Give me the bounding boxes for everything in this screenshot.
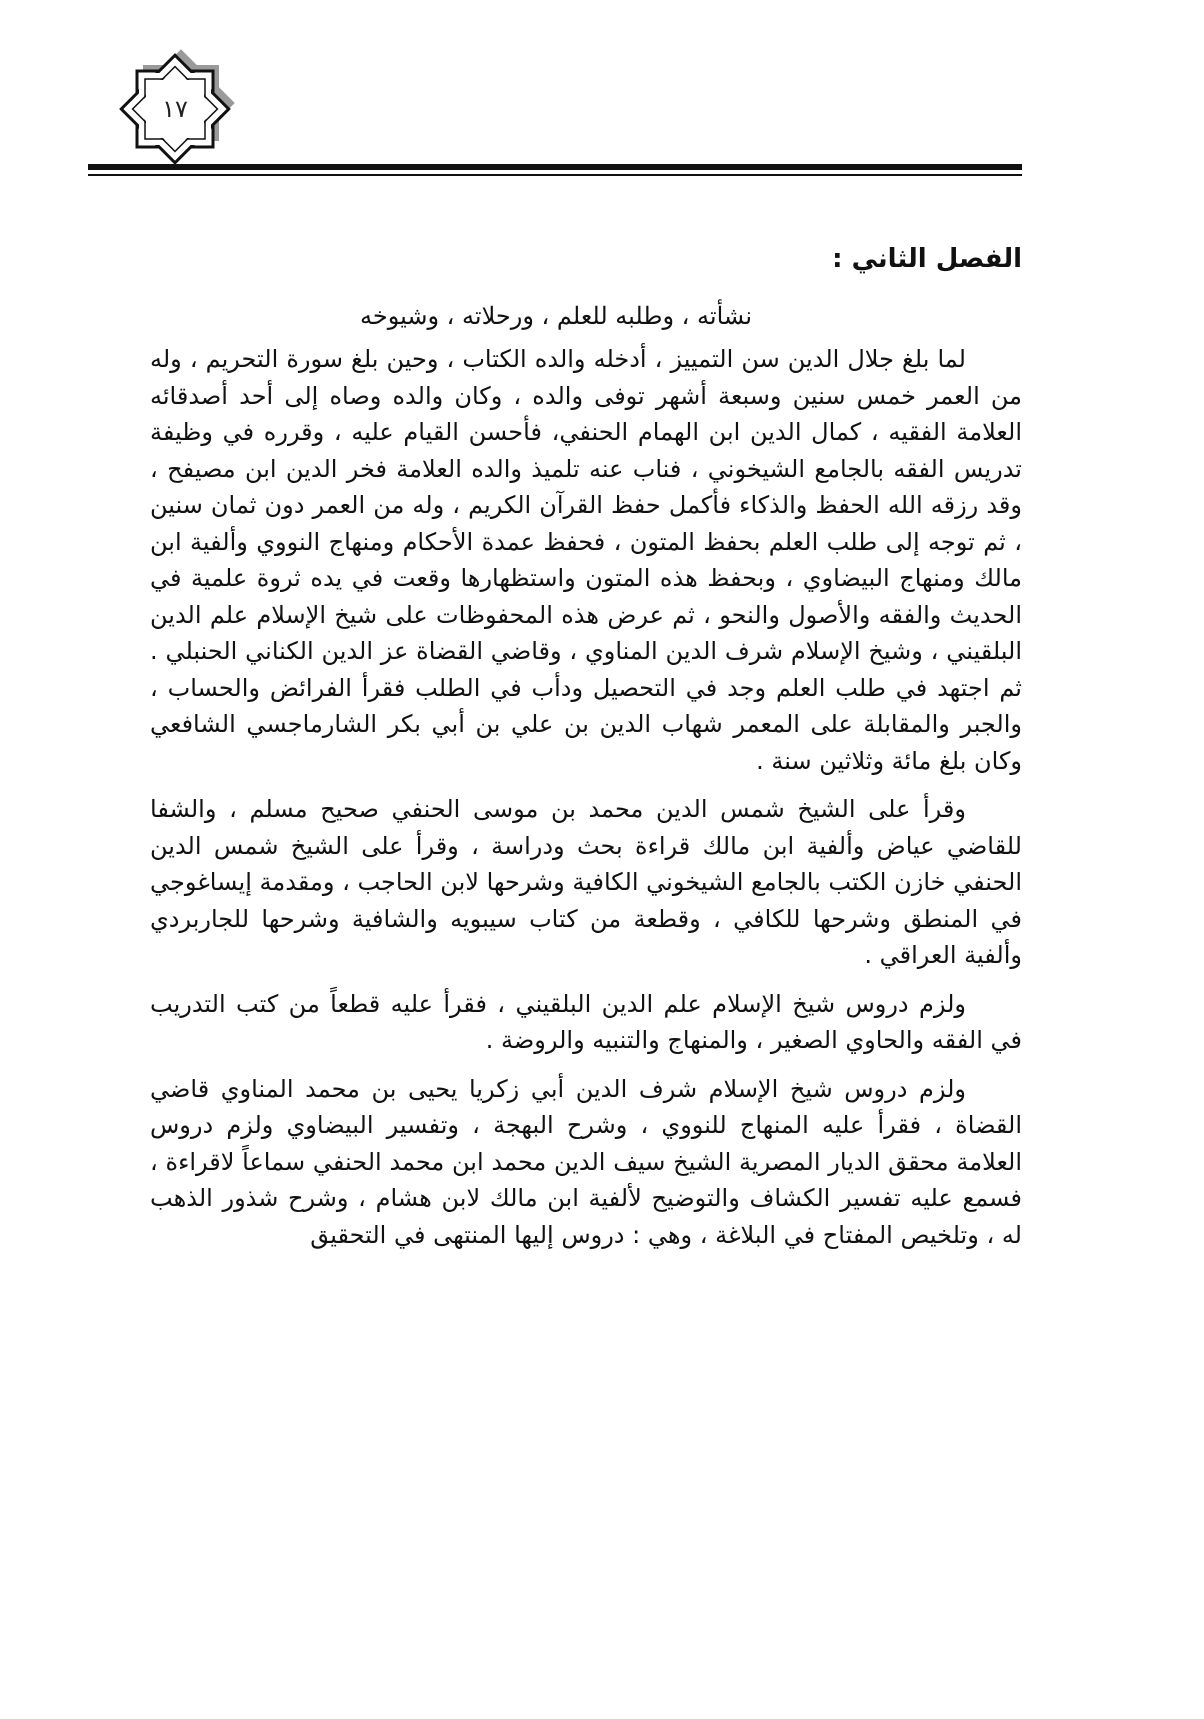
paragraph-text: ولزم دروس شيخ الإسلام علم الدين البلقيني ، فقرأ عليه قطعاً من كتب التدريب في الفقه والحاوي الصغير ، والمنهاج والتنبيه والروضة . (150, 989, 1022, 1055)
header-divider-thin (88, 174, 1022, 176)
page-body (150, 240, 1022, 1265)
paragraph (150, 791, 1022, 974)
paragraph-text: وقرأ على الشيخ شمس الدين محمد بن موسى الحنفي صحيح مسلم ، والشفا للقاضي عياض وألفية ابن مالك قراءة بحث ودراسة ، وقرأ على الشيخ شمس الدين الحنفي خازن الكتب بالجامع الشيخوني الكافية وشرحها لابن الحاجب ، ومقدمة إيساغوجي في المنطق وشرحها للكافي ، وقطعة من كتاب سيبويه والشافية وشرحها للجاربردي وألفية العراقي . (150, 795, 1022, 970)
page-number-badge (110, 44, 240, 174)
paragraph-text: لما بلغ جلال الدين سن التمييز ، أدخله والده الكتاب ، وحين بلغ سورة التحريم ، وله من العمر خمس سنين وسبعة أشهر توفى والده ، وكان والده وصاه إلى أحد أصدقائه العلامة الفقيه ، كمال الدين ابن الهمام الحنفي، فأحسن القيام عليه ، وقرره في وظيفة تدريس الفقه بالجامع الشيخوني ، فناب عنه تلميذ والده العلامة فخر الدين ابن مصيفح ، وقد رزقه الله الحفظ والذكاء فأكمل حفظ القرآن الكريم ، وله من العمر دون ثمان سنين ، ثم توجه إلى طلب العلم بحفظ المتون ، فحفظ عمدة الأحكام ومنهاج النووي وألفية ابن مالك ومنهاج البيضاوي ، وبحفظ هذه المتون واستظهارها وقعت في يده ثروة علمية في الحديث والفقه والأصول والنحو ، ثم عرض هذه المحفوظات على شيخ الإسلام علم الدين البلقيني ، وشيخ الإسلام شرف الدين المناوي ، وقاضي القضاة عز الدين الكناني الحنبلي . ثم اجتهد في طلب العلم وجد في التحصيل ودأب في الطلب فقرأ الفرائض والحساب ، والجبر والمقابلة على المعمر شهاب الدين بن علي بن أبي بكر الشارماجسي الشافعي وكان بلغ مائة وثلاثين سنة . (150, 345, 1022, 775)
paragraph (150, 986, 1022, 1059)
chapter-heading: الفصل الثاني : (832, 244, 1022, 274)
paragraph (150, 1071, 1022, 1254)
paragraph-text: ولزم دروس شيخ الإسلام شرف الدين أبي زكريا يحيى بن محمد المناوي قاضي القضاة ، فقرأ عليه المنهاج للنووي ، وشرح البهجة ، وتفسير البيضاوي ولزم دروس العلامة محقق الديار المصرية الشيخ سيف الدين محمد ابن محمد الحنفي سماعاً لاقراءة ، فسمع عليه تفسير الكشاف والتوضيح لألفية ابن مالك لابن هشام ، وشرح شذور الذهب له ، وتلخيص المفتاح في البلاغة ، وهي : دروس إليها المنتهى في التحقيق (150, 1074, 1022, 1249)
chapter-subtitle: نشأته ، وطلبه للعلم ، ورحلاته ، وشيوخه (359, 302, 752, 330)
paragraph (150, 341, 1022, 779)
page-number: ١٧ (162, 95, 188, 123)
header-divider-thick (88, 164, 1022, 170)
